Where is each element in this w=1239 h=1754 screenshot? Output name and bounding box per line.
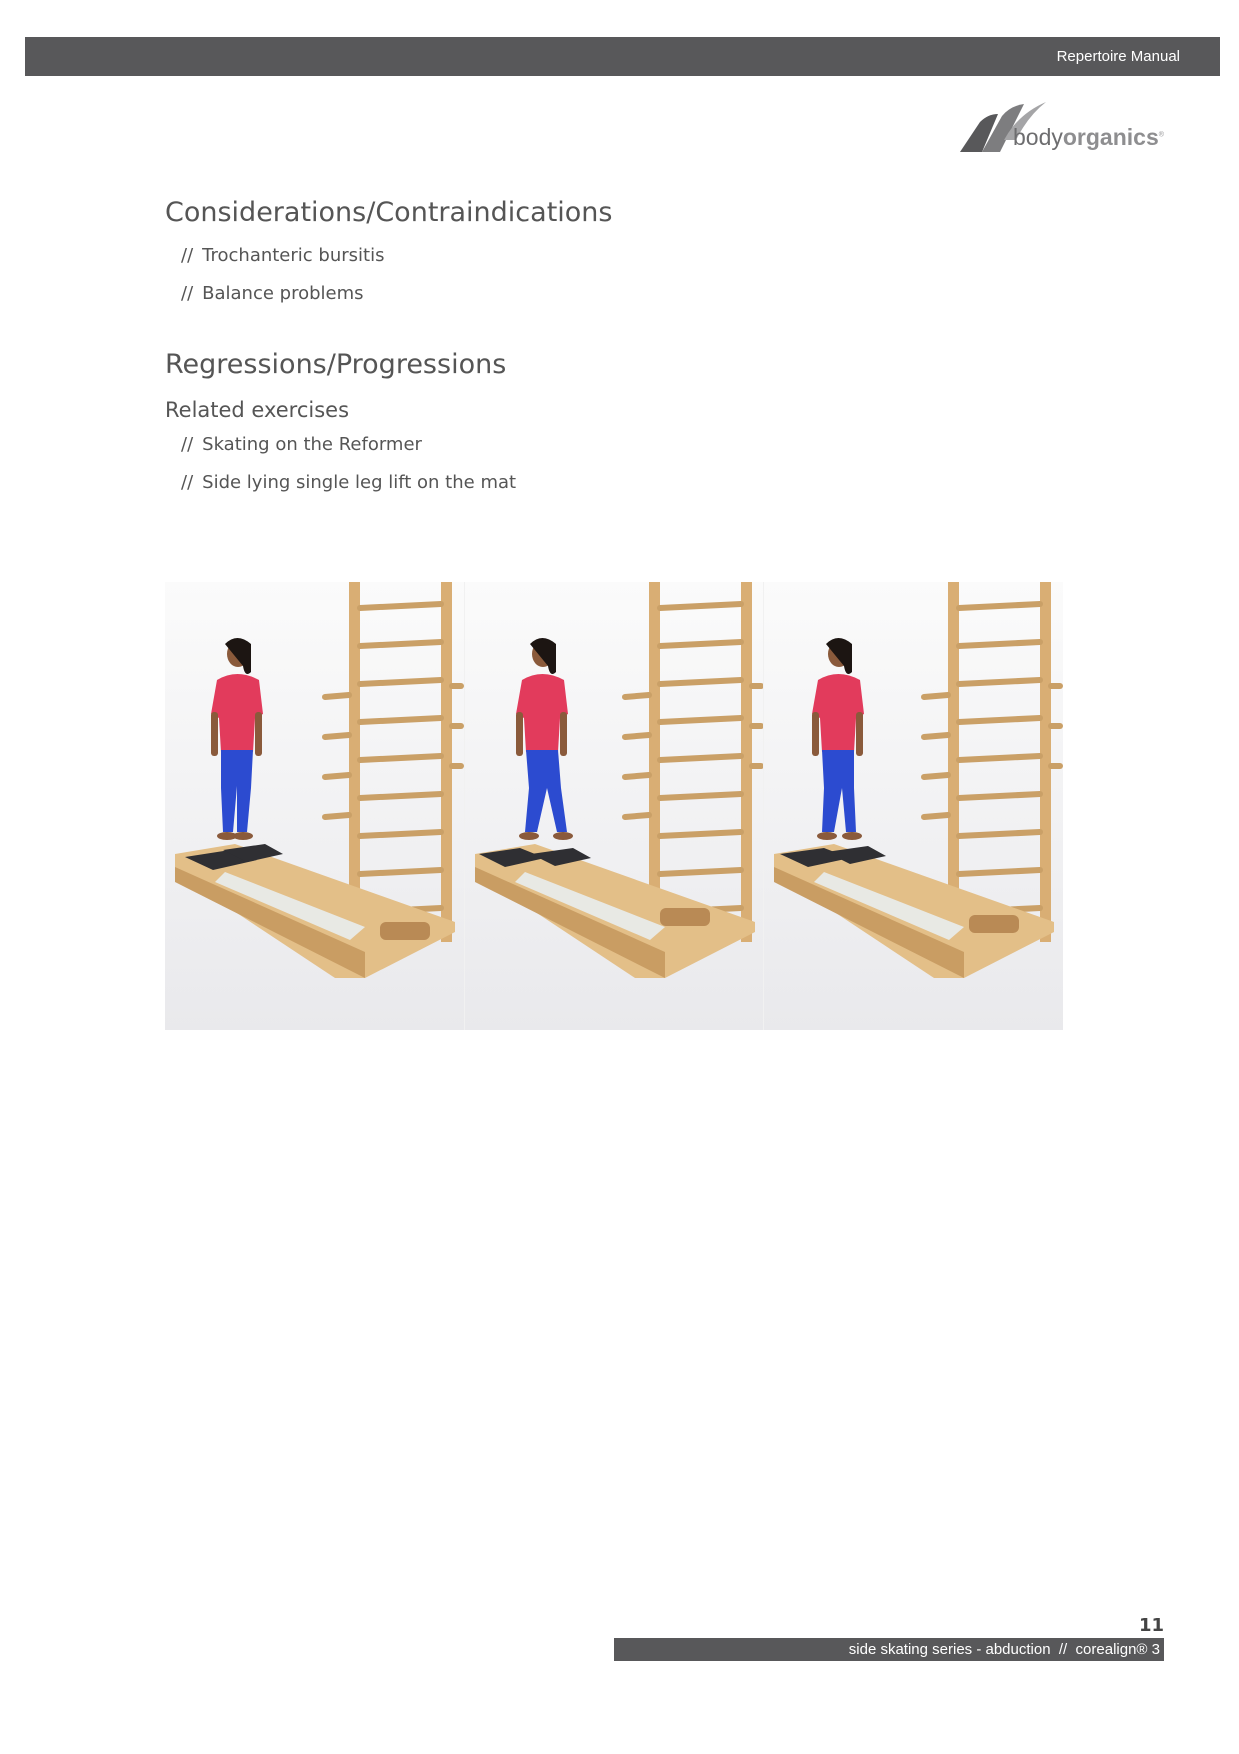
exercise-illustration (764, 582, 1063, 1030)
related-exercise-text: Side lying single leg lift on the mat (202, 472, 517, 493)
bullet-separator: // (181, 245, 194, 266)
logo-word-body: body (1013, 124, 1063, 150)
related-exercise-text: Skating on the Reformer (202, 434, 422, 455)
logo-wordmark (1013, 124, 1164, 151)
consideration-item (181, 245, 384, 266)
related-exercises-heading: Related exercises (165, 398, 350, 422)
header-bar (25, 37, 1220, 76)
consideration-item (181, 283, 364, 304)
footer-caption: side skating series - abduction // corealign® 3 (848, 1641, 1160, 1658)
exercise-photo-3 (764, 582, 1063, 1030)
regressions-heading: Regressions/Progressions (165, 349, 507, 380)
exercise-illustration (465, 582, 764, 1030)
exercise-photo-1 (165, 582, 464, 1030)
logo-word-organics: organics (1062, 124, 1159, 150)
consideration-text: Trochanteric bursitis (202, 245, 385, 266)
considerations-heading: Considerations/Contraindications (165, 197, 613, 228)
footer-bar (614, 1638, 1164, 1661)
page-number: 11 (1138, 1615, 1164, 1636)
consideration-text: Balance problems (202, 283, 364, 304)
exercise-photo-2 (465, 582, 764, 1030)
bullet-separator: // (181, 434, 194, 455)
related-exercise-item (181, 434, 422, 455)
related-exercise-item (181, 472, 516, 493)
exercise-illustration (165, 582, 464, 1030)
bullet-separator: // (181, 472, 194, 493)
logo-registered-mark: ® (1158, 131, 1164, 139)
header-title: Repertoire Manual (1056, 48, 1180, 65)
brand-logo (958, 100, 1173, 154)
bullet-separator: // (181, 283, 194, 304)
exercise-photo-strip (165, 582, 1063, 1030)
